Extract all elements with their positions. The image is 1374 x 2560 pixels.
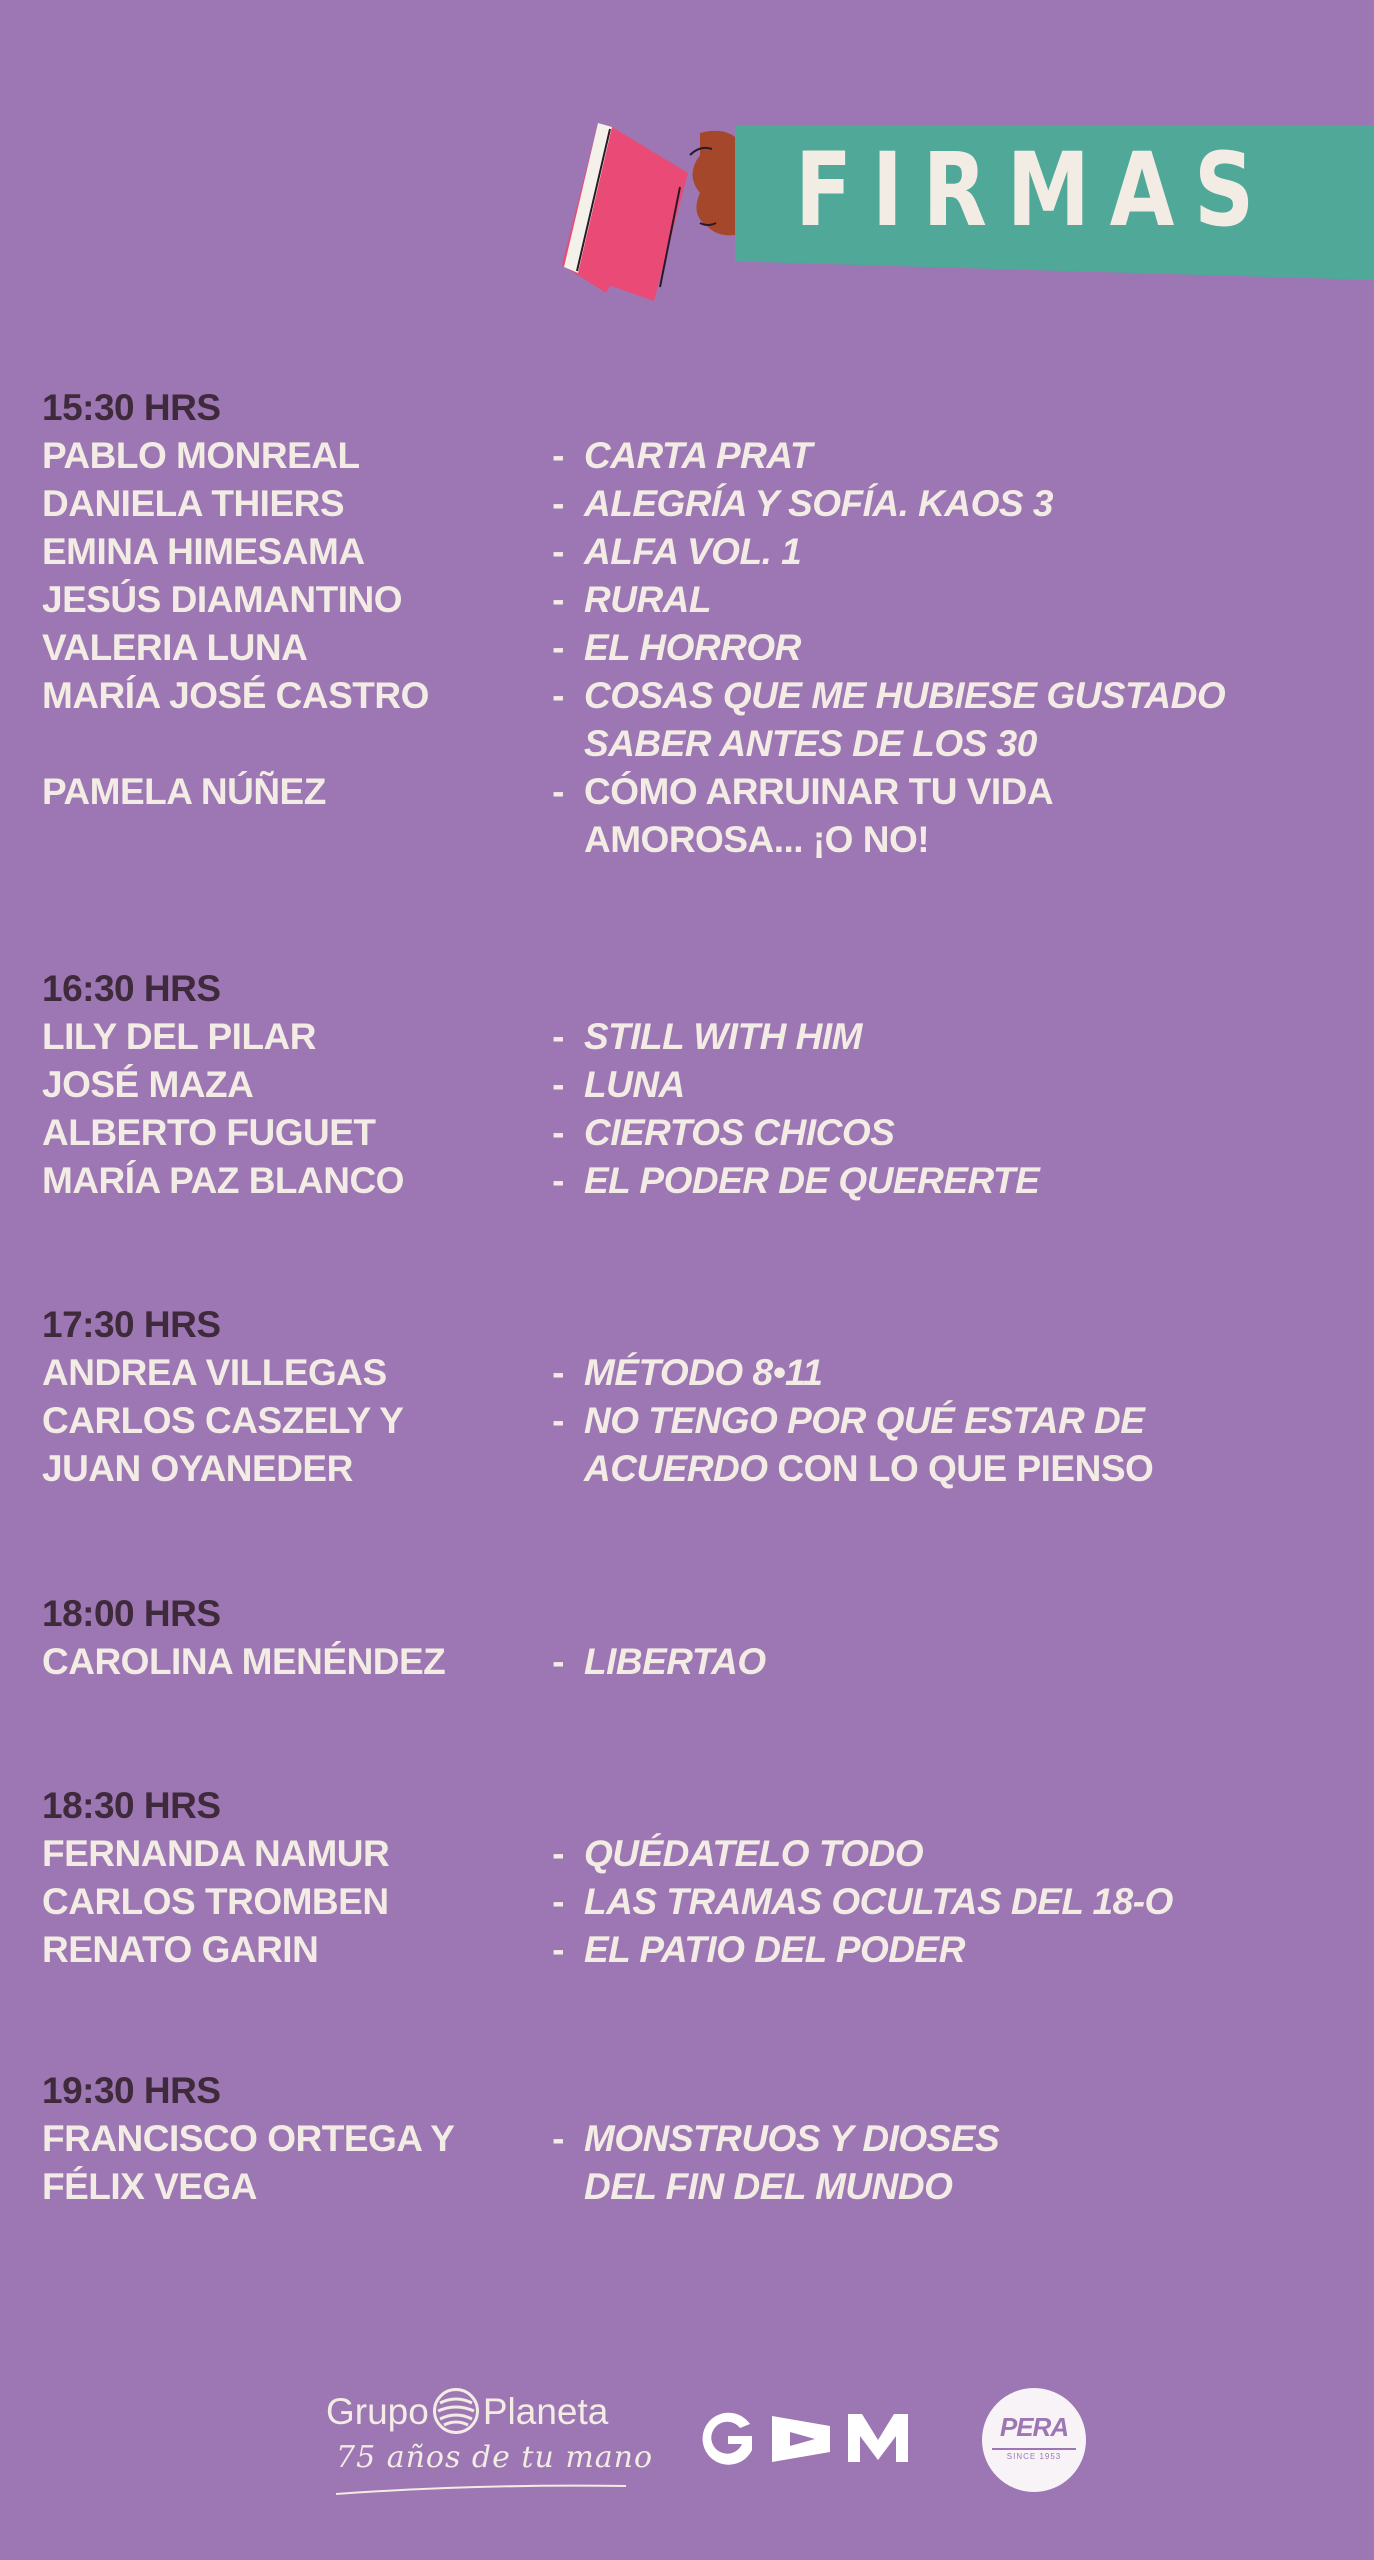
author: JESÚS DIAMANTINO bbox=[42, 579, 402, 620]
author: PAMELA NÚÑEZ bbox=[42, 771, 326, 812]
author: CARLOS CASZELY Y bbox=[42, 1400, 404, 1441]
author-line2: JUAN OYANEDER bbox=[42, 1448, 353, 1489]
page-title: FIRMAS bbox=[795, 131, 1274, 250]
signing-row bbox=[42, 1878, 1342, 1926]
planeta-globe-icon bbox=[433, 2388, 479, 2434]
book-title-line2: AMOROSA... ¡O NO! bbox=[584, 819, 930, 860]
author-line2: FÉLIX VEGA bbox=[42, 2166, 257, 2207]
author: JOSÉ MAZA bbox=[42, 1064, 254, 1105]
book-title: MÉTODO 8•11 bbox=[584, 1352, 823, 1393]
author: FERNANDA NAMUR bbox=[42, 1833, 390, 1874]
separator-dash: - bbox=[552, 1833, 564, 1874]
separator-dash: - bbox=[552, 531, 564, 572]
signing-row bbox=[42, 1349, 1342, 1397]
schedule-block-1830 bbox=[42, 1782, 1342, 1974]
book-title: LIBERTAO bbox=[584, 1641, 766, 1682]
book-title: STILL WITH HIM bbox=[584, 1016, 862, 1057]
separator-dash: - bbox=[552, 1929, 564, 1970]
book-title: MONSTRUOS Y DIOSES bbox=[584, 2118, 1000, 2159]
time-label: 18:30 HRS bbox=[42, 1785, 221, 1826]
author: ALBERTO FUGUET bbox=[42, 1112, 376, 1153]
time-label: 16:30 HRS bbox=[42, 968, 221, 1009]
signing-row-continued bbox=[42, 2163, 1342, 2211]
signing-row bbox=[42, 768, 1342, 816]
separator-dash: - bbox=[552, 1400, 564, 1441]
author: EMINA HIMESAMA bbox=[42, 531, 365, 572]
separator-dash: - bbox=[552, 483, 564, 524]
schedule-block-1530 bbox=[42, 384, 1342, 864]
schedule-block-1630 bbox=[42, 965, 1342, 1205]
schedule-block-1930 bbox=[42, 2067, 1342, 2211]
gam-logo bbox=[700, 2410, 910, 2466]
separator-dash: - bbox=[552, 675, 564, 716]
author: MARÍA JOSÉ CASTRO bbox=[42, 675, 429, 716]
separator-dash: - bbox=[552, 1160, 564, 1201]
author: FRANCISCO ORTEGA Y bbox=[42, 2118, 455, 2159]
book-title: CIERTOS CHICOS bbox=[584, 1112, 895, 1153]
time-label: 17:30 HRS bbox=[42, 1304, 221, 1345]
separator-dash: - bbox=[552, 1064, 564, 1105]
book-title: CARTA PRAT bbox=[584, 435, 812, 476]
grupo-planeta-logo: Grupo Planeta 75 años de tu mano bbox=[326, 2384, 626, 2494]
signing-row bbox=[42, 432, 1342, 480]
book-title: EL HORROR bbox=[584, 627, 801, 668]
schedule-block-1730 bbox=[42, 1301, 1342, 1493]
author: ANDREA VILLEGAS bbox=[42, 1352, 387, 1393]
author: MARÍA PAZ BLANCO bbox=[42, 1160, 404, 1201]
signing-row bbox=[42, 1109, 1342, 1157]
separator-dash: - bbox=[552, 435, 564, 476]
signing-row bbox=[42, 1157, 1342, 1205]
signing-row bbox=[42, 624, 1342, 672]
separator-dash: - bbox=[552, 1016, 564, 1057]
schedule-block-1800 bbox=[42, 1590, 1342, 1686]
author: CARLOS TROMBEN bbox=[42, 1881, 389, 1922]
book-title: EL PATIO DEL PODER bbox=[584, 1929, 965, 1970]
separator-dash: - bbox=[552, 627, 564, 668]
underline-swash bbox=[336, 2482, 626, 2496]
separator-dash: - bbox=[552, 771, 564, 812]
author: VALERIA LUNA bbox=[42, 627, 308, 668]
separator-dash: - bbox=[552, 1641, 564, 1682]
signing-row-continued bbox=[42, 816, 1342, 864]
separator-dash: - bbox=[552, 579, 564, 620]
signing-row bbox=[42, 480, 1342, 528]
separator-dash: - bbox=[552, 1352, 564, 1393]
author: DANIELA THIERS bbox=[42, 483, 345, 524]
book-title-line2: ACUERDO CON LO QUE PIENSO bbox=[584, 1448, 1154, 1489]
hand-holding-book-icon bbox=[550, 115, 750, 305]
author: CAROLINA MENÉNDEZ bbox=[42, 1641, 446, 1682]
signing-row bbox=[42, 1830, 1342, 1878]
book-title: QUÉDATELO TODO bbox=[584, 1833, 924, 1874]
sponsor-logos bbox=[0, 2370, 1374, 2520]
book-title-line2: SABER ANTES DE LOS 30 bbox=[584, 723, 1037, 764]
book-title: COSAS QUE ME HUBIESE GUSTADO bbox=[584, 675, 1226, 716]
signing-row bbox=[42, 1061, 1342, 1109]
planeta-tagline: 75 años de tu mano bbox=[336, 2440, 654, 2475]
separator-dash: - bbox=[552, 1881, 564, 1922]
time-label: 19:30 HRS bbox=[42, 2070, 221, 2111]
signing-row-continued bbox=[42, 1445, 1342, 1493]
book-title: ALFA VOL. 1 bbox=[584, 531, 802, 572]
book-title: LAS TRAMAS OCULTAS DEL 18-O bbox=[584, 1881, 1173, 1922]
book-title: ALEGRÍA Y SOFÍA. KAOS 3 bbox=[584, 483, 1053, 524]
signing-row bbox=[42, 1926, 1342, 1974]
book-title: EL PODER DE QUERERTE bbox=[584, 1160, 1040, 1201]
time-label: 15:30 HRS bbox=[42, 387, 221, 428]
time-label: 18:00 HRS bbox=[42, 1593, 221, 1634]
signing-row bbox=[42, 1638, 1342, 1686]
signing-row bbox=[42, 1013, 1342, 1061]
author: LILY DEL PILAR bbox=[42, 1016, 316, 1057]
signing-row-continued bbox=[42, 720, 1342, 768]
signing-row bbox=[42, 576, 1342, 624]
pera-logo: PERA SINCE 1953 bbox=[982, 2388, 1086, 2492]
book-title: NO TENGO POR QUÉ ESTAR DE bbox=[584, 1400, 1145, 1441]
author: PABLO MONREAL bbox=[42, 435, 360, 476]
signing-row bbox=[42, 1397, 1342, 1445]
book-title: RURAL bbox=[584, 579, 711, 620]
book-title-line2: DEL FIN DEL MUNDO bbox=[584, 2166, 953, 2207]
signing-row bbox=[42, 528, 1342, 576]
book-title: CÓMO ARRUINAR TU VIDA bbox=[584, 771, 1054, 812]
signing-row bbox=[42, 2115, 1342, 2163]
signing-row bbox=[42, 672, 1342, 720]
author: RENATO GARIN bbox=[42, 1929, 319, 1970]
separator-dash: - bbox=[552, 2118, 564, 2159]
separator-dash: - bbox=[552, 1112, 564, 1153]
book-title: LUNA bbox=[584, 1064, 685, 1105]
